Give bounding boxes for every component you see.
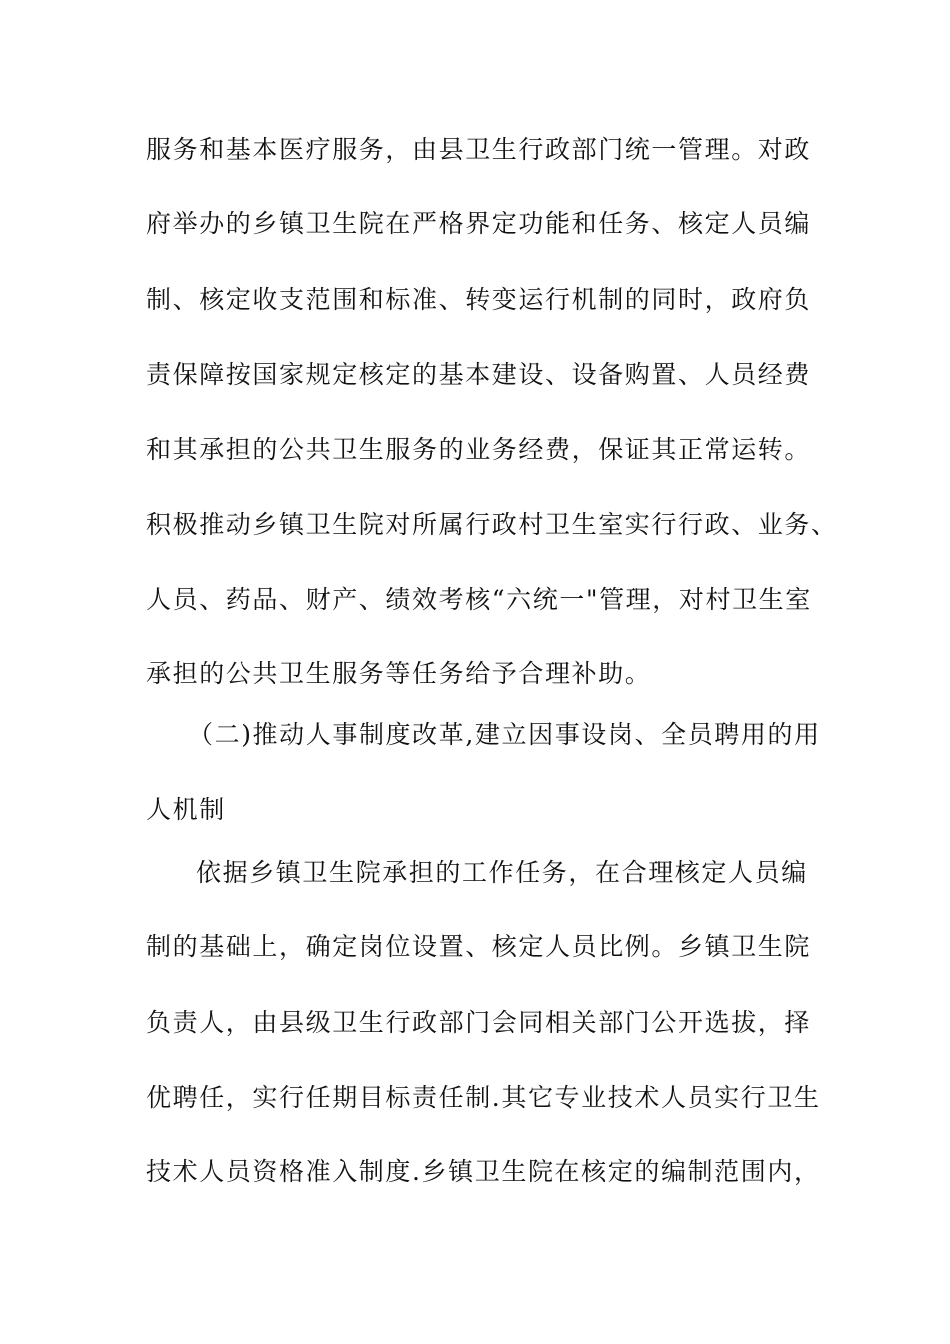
body-text-line: 人员、药品、财产、绩效考核“六统一"管理，对村卫生室 bbox=[146, 585, 812, 614]
body-text-line: 服务和基本医疗服务，由县卫生行政部门统一管理。对政 bbox=[146, 135, 812, 164]
body-text-line: 承担的公共卫生服务等任务给予合理补助。 bbox=[146, 659, 652, 688]
body-text-line: 积极推动乡镇卫生院对所属行政村卫生室实行行政、业务、 bbox=[146, 510, 838, 539]
body-text-line: 责保障按国家规定核定的基本建设、设备购置、人员经费 bbox=[146, 360, 812, 389]
section-heading-continuation: 人机制 bbox=[146, 795, 226, 824]
body-text-line: 和其承担的公共卫生服务的业务经费，保证其正常运转。 bbox=[146, 435, 812, 464]
body-text-line: 技术人员资格准入制度.乡镇卫生院在核定的编制范围内， bbox=[146, 1157, 821, 1186]
paragraph-first-line: 依据乡镇卫生院承担的工作任务，在合理核定人员编 bbox=[196, 858, 808, 887]
body-text-line: 制的基础上，确定岗位设置、核定人员比例。乡镇卫生院 bbox=[146, 932, 812, 961]
body-text-line: 负责人，由县级卫生行政部门会同相关部门公开选拔，择 bbox=[146, 1008, 812, 1037]
body-text-line: 制、核定收支范围和标准、转变运行机制的同时，政府负 bbox=[146, 285, 812, 314]
section-heading: （二)推动人事制度改革,建立因事设岗、全员聘用的用 bbox=[188, 720, 821, 749]
body-text-line: 府举办的乡镇卫生院在严格界定功能和任务、核定人员编 bbox=[146, 209, 812, 238]
body-text-line: 优聘任，实行任期目标责任制.其它专业技术人员实行卫生 bbox=[146, 1083, 821, 1112]
